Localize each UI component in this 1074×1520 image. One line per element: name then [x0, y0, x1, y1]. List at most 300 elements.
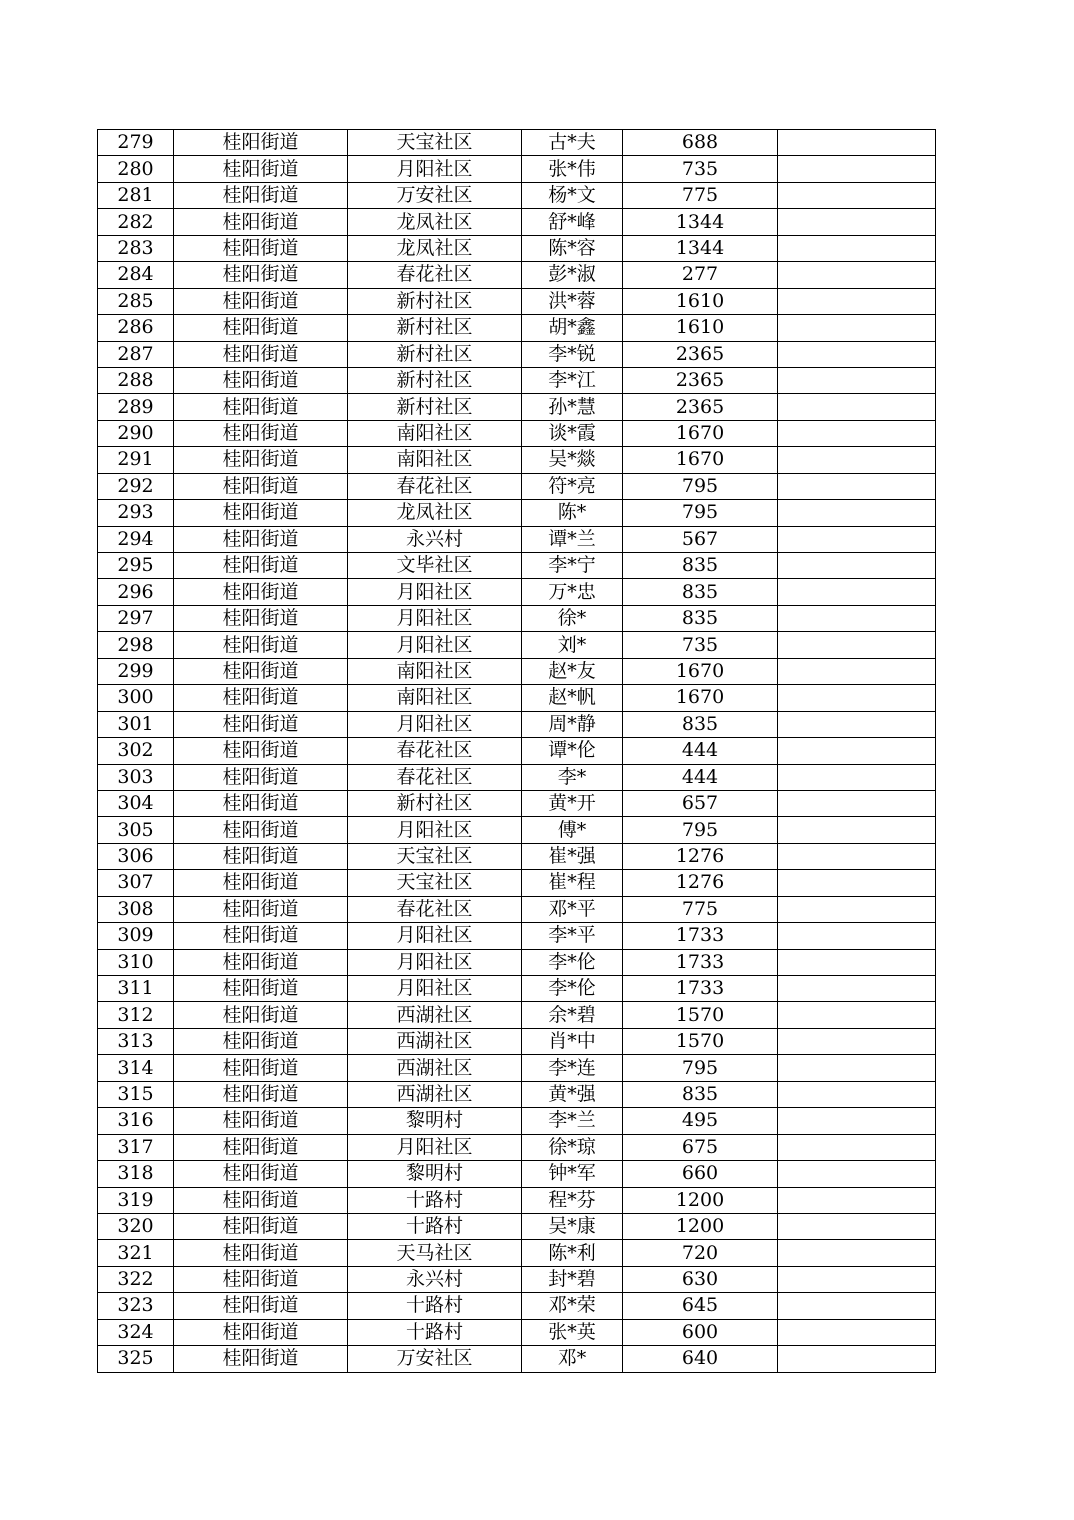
table-row — [98, 976, 936, 1002]
note-cell — [778, 341, 936, 367]
street-cell: 桂阳街道 — [174, 1213, 348, 1239]
community-cell: 永兴村 — [348, 526, 522, 552]
row-number-cell: 305 — [98, 817, 174, 843]
row-number-cell: 319 — [98, 1187, 174, 1213]
amount-cell: 1276 — [623, 870, 778, 896]
row-number-cell: 307 — [98, 870, 174, 896]
community-cell: 十路村 — [348, 1319, 522, 1345]
note-cell — [778, 870, 936, 896]
community-cell: 月阳社区 — [348, 1134, 522, 1160]
table-row — [98, 738, 936, 764]
row-number-cell: 290 — [98, 420, 174, 446]
community-cell: 新村社区 — [348, 341, 522, 367]
street-cell: 桂阳街道 — [174, 949, 348, 975]
note-cell — [778, 1346, 936, 1372]
table-row — [98, 1134, 936, 1160]
amount-cell: 1733 — [623, 976, 778, 1002]
row-number-cell: 317 — [98, 1134, 174, 1160]
amount-cell: 795 — [623, 817, 778, 843]
community-cell: 龙凤社区 — [348, 500, 522, 526]
row-number-cell: 295 — [98, 553, 174, 579]
street-cell: 桂阳街道 — [174, 500, 348, 526]
amount-cell: 795 — [623, 500, 778, 526]
amount-cell: 688 — [623, 130, 778, 156]
note-cell — [778, 394, 936, 420]
name-cell: 李*江 — [522, 367, 623, 393]
table-row — [98, 182, 936, 208]
street-cell: 桂阳街道 — [174, 447, 348, 473]
name-cell: 李*伦 — [522, 949, 623, 975]
name-cell: 邓* — [522, 1346, 623, 1372]
name-cell: 谈*霞 — [522, 420, 623, 446]
table-row — [98, 447, 936, 473]
community-cell: 西湖社区 — [348, 1002, 522, 1028]
table-row — [98, 1319, 936, 1345]
name-cell: 陈*容 — [522, 235, 623, 261]
name-cell: 孙*慧 — [522, 394, 623, 420]
table-row — [98, 156, 936, 182]
table-row — [98, 473, 936, 499]
note-cell — [778, 156, 936, 182]
street-cell: 桂阳街道 — [174, 711, 348, 737]
name-cell: 崔*强 — [522, 843, 623, 869]
community-cell: 新村社区 — [348, 394, 522, 420]
table-row — [98, 1055, 936, 1081]
note-cell — [778, 315, 936, 341]
note-cell — [778, 209, 936, 235]
note-cell — [778, 976, 936, 1002]
amount-cell: 1276 — [623, 843, 778, 869]
row-number-cell: 294 — [98, 526, 174, 552]
note-cell — [778, 764, 936, 790]
row-number-cell: 297 — [98, 605, 174, 631]
name-cell: 黄*开 — [522, 790, 623, 816]
row-number-cell: 280 — [98, 156, 174, 182]
community-cell: 月阳社区 — [348, 949, 522, 975]
note-cell — [778, 923, 936, 949]
row-number-cell: 306 — [98, 843, 174, 869]
table-row — [98, 870, 936, 896]
community-cell: 月阳社区 — [348, 156, 522, 182]
row-number-cell: 314 — [98, 1055, 174, 1081]
amount-cell: 835 — [623, 553, 778, 579]
name-cell: 徐* — [522, 605, 623, 631]
table-row — [98, 1266, 936, 1292]
community-cell: 万安社区 — [348, 182, 522, 208]
amount-cell: 1670 — [623, 685, 778, 711]
name-cell: 余*碧 — [522, 1002, 623, 1028]
amount-cell: 2365 — [623, 341, 778, 367]
amount-cell: 600 — [623, 1319, 778, 1345]
row-number-cell: 279 — [98, 130, 174, 156]
name-cell: 杨*文 — [522, 182, 623, 208]
row-number-cell: 315 — [98, 1081, 174, 1107]
street-cell: 桂阳街道 — [174, 1346, 348, 1372]
table-body — [98, 130, 936, 1373]
name-cell: 舒*峰 — [522, 209, 623, 235]
note-cell — [778, 579, 936, 605]
name-cell: 刘* — [522, 632, 623, 658]
row-number-cell: 303 — [98, 764, 174, 790]
street-cell: 桂阳街道 — [174, 235, 348, 261]
row-number-cell: 284 — [98, 262, 174, 288]
street-cell: 桂阳街道 — [174, 1293, 348, 1319]
row-number-cell: 323 — [98, 1293, 174, 1319]
street-cell: 桂阳街道 — [174, 262, 348, 288]
community-cell: 天宝社区 — [348, 130, 522, 156]
community-cell: 西湖社区 — [348, 1055, 522, 1081]
street-cell: 桂阳街道 — [174, 526, 348, 552]
amount-cell: 1670 — [623, 658, 778, 684]
community-cell: 月阳社区 — [348, 976, 522, 1002]
name-cell: 李*兰 — [522, 1108, 623, 1134]
row-number-cell: 288 — [98, 367, 174, 393]
row-number-cell: 302 — [98, 738, 174, 764]
note-cell — [778, 1293, 936, 1319]
row-number-cell: 286 — [98, 315, 174, 341]
row-number-cell: 313 — [98, 1028, 174, 1054]
note-cell — [778, 1028, 936, 1054]
street-cell: 桂阳街道 — [174, 764, 348, 790]
name-cell: 肖*中 — [522, 1028, 623, 1054]
row-number-cell: 287 — [98, 341, 174, 367]
note-cell — [778, 1319, 936, 1345]
community-cell: 春花社区 — [348, 262, 522, 288]
amount-cell: 1570 — [623, 1002, 778, 1028]
name-cell: 李*连 — [522, 1055, 623, 1081]
community-cell: 龙凤社区 — [348, 209, 522, 235]
table-row — [98, 764, 936, 790]
note-cell — [778, 473, 936, 499]
table-row — [98, 500, 936, 526]
community-cell: 新村社区 — [348, 315, 522, 341]
street-cell: 桂阳街道 — [174, 896, 348, 922]
name-cell: 钟*军 — [522, 1161, 623, 1187]
note-cell — [778, 658, 936, 684]
row-number-cell: 316 — [98, 1108, 174, 1134]
community-cell: 月阳社区 — [348, 579, 522, 605]
row-number-cell: 325 — [98, 1346, 174, 1372]
row-number-cell: 312 — [98, 1002, 174, 1028]
name-cell: 吴*康 — [522, 1213, 623, 1239]
name-cell: 胡*鑫 — [522, 315, 623, 341]
table-row — [98, 711, 936, 737]
street-cell: 桂阳街道 — [174, 1161, 348, 1187]
table-row — [98, 341, 936, 367]
table-row — [98, 367, 936, 393]
name-cell: 邓*平 — [522, 896, 623, 922]
community-cell: 新村社区 — [348, 790, 522, 816]
note-cell — [778, 1213, 936, 1239]
street-cell: 桂阳街道 — [174, 1108, 348, 1134]
community-cell: 万安社区 — [348, 1346, 522, 1372]
table-row — [98, 923, 936, 949]
row-number-cell: 310 — [98, 949, 174, 975]
amount-cell: 1200 — [623, 1213, 778, 1239]
amount-cell: 1670 — [623, 420, 778, 446]
community-cell: 月阳社区 — [348, 817, 522, 843]
row-number-cell: 309 — [98, 923, 174, 949]
row-number-cell: 283 — [98, 235, 174, 261]
street-cell: 桂阳街道 — [174, 367, 348, 393]
amount-cell: 657 — [623, 790, 778, 816]
amount-cell: 630 — [623, 1266, 778, 1292]
street-cell: 桂阳街道 — [174, 1187, 348, 1213]
table-row — [98, 1081, 936, 1107]
table-row — [98, 579, 936, 605]
name-cell: 赵*友 — [522, 658, 623, 684]
row-number-cell: 298 — [98, 632, 174, 658]
street-cell: 桂阳街道 — [174, 1319, 348, 1345]
table-row — [98, 1002, 936, 1028]
street-cell: 桂阳街道 — [174, 605, 348, 631]
note-cell — [778, 420, 936, 446]
name-cell: 程*芬 — [522, 1187, 623, 1213]
street-cell: 桂阳街道 — [174, 420, 348, 446]
row-number-cell: 281 — [98, 182, 174, 208]
street-cell: 桂阳街道 — [174, 394, 348, 420]
street-cell: 桂阳街道 — [174, 553, 348, 579]
table-row — [98, 658, 936, 684]
table-row — [98, 632, 936, 658]
street-cell: 桂阳街道 — [174, 1240, 348, 1266]
table-row — [98, 1293, 936, 1319]
table-row — [98, 209, 936, 235]
community-cell: 天宝社区 — [348, 870, 522, 896]
row-number-cell: 322 — [98, 1266, 174, 1292]
table-row — [98, 553, 936, 579]
street-cell: 桂阳街道 — [174, 1081, 348, 1107]
table-row — [98, 1161, 936, 1187]
name-cell: 陈*利 — [522, 1240, 623, 1266]
community-cell: 黎明村 — [348, 1161, 522, 1187]
table-row — [98, 1346, 936, 1372]
amount-cell: 795 — [623, 1055, 778, 1081]
community-cell: 西湖社区 — [348, 1028, 522, 1054]
community-cell: 黎明村 — [348, 1108, 522, 1134]
community-cell: 月阳社区 — [348, 632, 522, 658]
amount-cell: 720 — [623, 1240, 778, 1266]
community-cell: 月阳社区 — [348, 711, 522, 737]
table-row — [98, 1213, 936, 1239]
note-cell — [778, 130, 936, 156]
amount-cell: 1733 — [623, 949, 778, 975]
name-cell: 邓*荣 — [522, 1293, 623, 1319]
community-cell: 春花社区 — [348, 473, 522, 499]
table-row — [98, 605, 936, 631]
street-cell: 桂阳街道 — [174, 209, 348, 235]
street-cell: 桂阳街道 — [174, 817, 348, 843]
street-cell: 桂阳街道 — [174, 1134, 348, 1160]
street-cell: 桂阳街道 — [174, 473, 348, 499]
table-row — [98, 896, 936, 922]
street-cell: 桂阳街道 — [174, 976, 348, 1002]
amount-cell: 1570 — [623, 1028, 778, 1054]
note-cell — [778, 367, 936, 393]
table-row — [98, 843, 936, 869]
note-cell — [778, 949, 936, 975]
note-cell — [778, 843, 936, 869]
note-cell — [778, 817, 936, 843]
street-cell: 桂阳街道 — [174, 1002, 348, 1028]
name-cell: 李* — [522, 764, 623, 790]
street-cell: 桂阳街道 — [174, 870, 348, 896]
amount-cell: 795 — [623, 473, 778, 499]
row-number-cell: 293 — [98, 500, 174, 526]
amount-cell: 675 — [623, 1134, 778, 1160]
amount-cell: 567 — [623, 526, 778, 552]
name-cell: 古*夫 — [522, 130, 623, 156]
note-cell — [778, 262, 936, 288]
amount-cell: 444 — [623, 738, 778, 764]
row-number-cell: 296 — [98, 579, 174, 605]
note-cell — [778, 182, 936, 208]
note-cell — [778, 553, 936, 579]
amount-cell: 1344 — [623, 209, 778, 235]
amount-cell: 775 — [623, 896, 778, 922]
note-cell — [778, 1240, 936, 1266]
table-row — [98, 315, 936, 341]
note-cell — [778, 526, 936, 552]
note-cell — [778, 1081, 936, 1107]
name-cell: 李*平 — [522, 923, 623, 949]
community-cell: 天马社区 — [348, 1240, 522, 1266]
community-cell: 月阳社区 — [348, 605, 522, 631]
name-cell: 张*英 — [522, 1319, 623, 1345]
community-cell: 月阳社区 — [348, 923, 522, 949]
street-cell: 桂阳街道 — [174, 738, 348, 764]
note-cell — [778, 790, 936, 816]
street-cell: 桂阳街道 — [174, 1055, 348, 1081]
street-cell: 桂阳街道 — [174, 288, 348, 314]
row-number-cell: 300 — [98, 685, 174, 711]
table-row — [98, 420, 936, 446]
amount-cell: 1200 — [623, 1187, 778, 1213]
street-cell: 桂阳街道 — [174, 843, 348, 869]
community-cell: 春花社区 — [348, 896, 522, 922]
name-cell: 傅* — [522, 817, 623, 843]
note-cell — [778, 1002, 936, 1028]
note-cell — [778, 1055, 936, 1081]
row-number-cell: 308 — [98, 896, 174, 922]
table-row — [98, 235, 936, 261]
amount-cell: 835 — [623, 579, 778, 605]
name-cell: 李*宁 — [522, 553, 623, 579]
community-cell: 新村社区 — [348, 367, 522, 393]
row-number-cell: 282 — [98, 209, 174, 235]
community-cell: 永兴村 — [348, 1266, 522, 1292]
name-cell: 李*锐 — [522, 341, 623, 367]
street-cell: 桂阳街道 — [174, 1028, 348, 1054]
row-number-cell: 320 — [98, 1213, 174, 1239]
name-cell: 张*伟 — [522, 156, 623, 182]
amount-cell: 1670 — [623, 447, 778, 473]
community-cell: 春花社区 — [348, 738, 522, 764]
name-cell: 洪*蓉 — [522, 288, 623, 314]
name-cell: 封*碧 — [522, 1266, 623, 1292]
street-cell: 桂阳街道 — [174, 632, 348, 658]
name-cell: 徐*琼 — [522, 1134, 623, 1160]
name-cell: 周*静 — [522, 711, 623, 737]
street-cell: 桂阳街道 — [174, 685, 348, 711]
note-cell — [778, 1266, 936, 1292]
row-number-cell: 311 — [98, 976, 174, 1002]
table-row — [98, 394, 936, 420]
data-table — [97, 129, 936, 1373]
table-row — [98, 288, 936, 314]
table-row — [98, 685, 936, 711]
street-cell: 桂阳街道 — [174, 790, 348, 816]
note-cell — [778, 288, 936, 314]
note-cell — [778, 447, 936, 473]
note-cell — [778, 235, 936, 261]
street-cell: 桂阳街道 — [174, 130, 348, 156]
note-cell — [778, 500, 936, 526]
amount-cell: 277 — [623, 262, 778, 288]
street-cell: 桂阳街道 — [174, 1266, 348, 1292]
community-cell: 天宝社区 — [348, 843, 522, 869]
amount-cell: 645 — [623, 1293, 778, 1319]
community-cell: 南阳社区 — [348, 420, 522, 446]
community-cell: 文毕社区 — [348, 553, 522, 579]
community-cell: 南阳社区 — [348, 658, 522, 684]
amount-cell: 835 — [623, 1081, 778, 1107]
amount-cell: 2365 — [623, 367, 778, 393]
table-row — [98, 790, 936, 816]
name-cell: 赵*帆 — [522, 685, 623, 711]
note-cell — [778, 685, 936, 711]
community-cell: 南阳社区 — [348, 685, 522, 711]
amount-cell: 735 — [623, 632, 778, 658]
table-row — [98, 1028, 936, 1054]
table-row — [98, 1108, 936, 1134]
note-cell — [778, 1134, 936, 1160]
row-number-cell: 299 — [98, 658, 174, 684]
row-number-cell: 304 — [98, 790, 174, 816]
note-cell — [778, 711, 936, 737]
row-number-cell: 289 — [98, 394, 174, 420]
note-cell — [778, 605, 936, 631]
community-cell: 春花社区 — [348, 764, 522, 790]
street-cell: 桂阳街道 — [174, 315, 348, 341]
name-cell: 符*亮 — [522, 473, 623, 499]
row-number-cell: 324 — [98, 1319, 174, 1345]
name-cell: 万*忠 — [522, 579, 623, 605]
name-cell: 黄*强 — [522, 1081, 623, 1107]
row-number-cell: 285 — [98, 288, 174, 314]
community-cell: 南阳社区 — [348, 447, 522, 473]
row-number-cell: 321 — [98, 1240, 174, 1266]
street-cell: 桂阳街道 — [174, 341, 348, 367]
table-row — [98, 1240, 936, 1266]
row-number-cell: 292 — [98, 473, 174, 499]
row-number-cell: 301 — [98, 711, 174, 737]
amount-cell: 1610 — [623, 288, 778, 314]
row-number-cell: 291 — [98, 447, 174, 473]
amount-cell: 1733 — [623, 923, 778, 949]
name-cell: 谭*兰 — [522, 526, 623, 552]
table-row — [98, 949, 936, 975]
row-number-cell: 318 — [98, 1161, 174, 1187]
amount-cell: 660 — [623, 1161, 778, 1187]
community-cell: 龙凤社区 — [348, 235, 522, 261]
amount-cell: 640 — [623, 1346, 778, 1372]
community-cell: 西湖社区 — [348, 1081, 522, 1107]
community-cell: 十路村 — [348, 1213, 522, 1239]
amount-cell: 1610 — [623, 315, 778, 341]
name-cell: 陈* — [522, 500, 623, 526]
name-cell: 吴*燚 — [522, 447, 623, 473]
